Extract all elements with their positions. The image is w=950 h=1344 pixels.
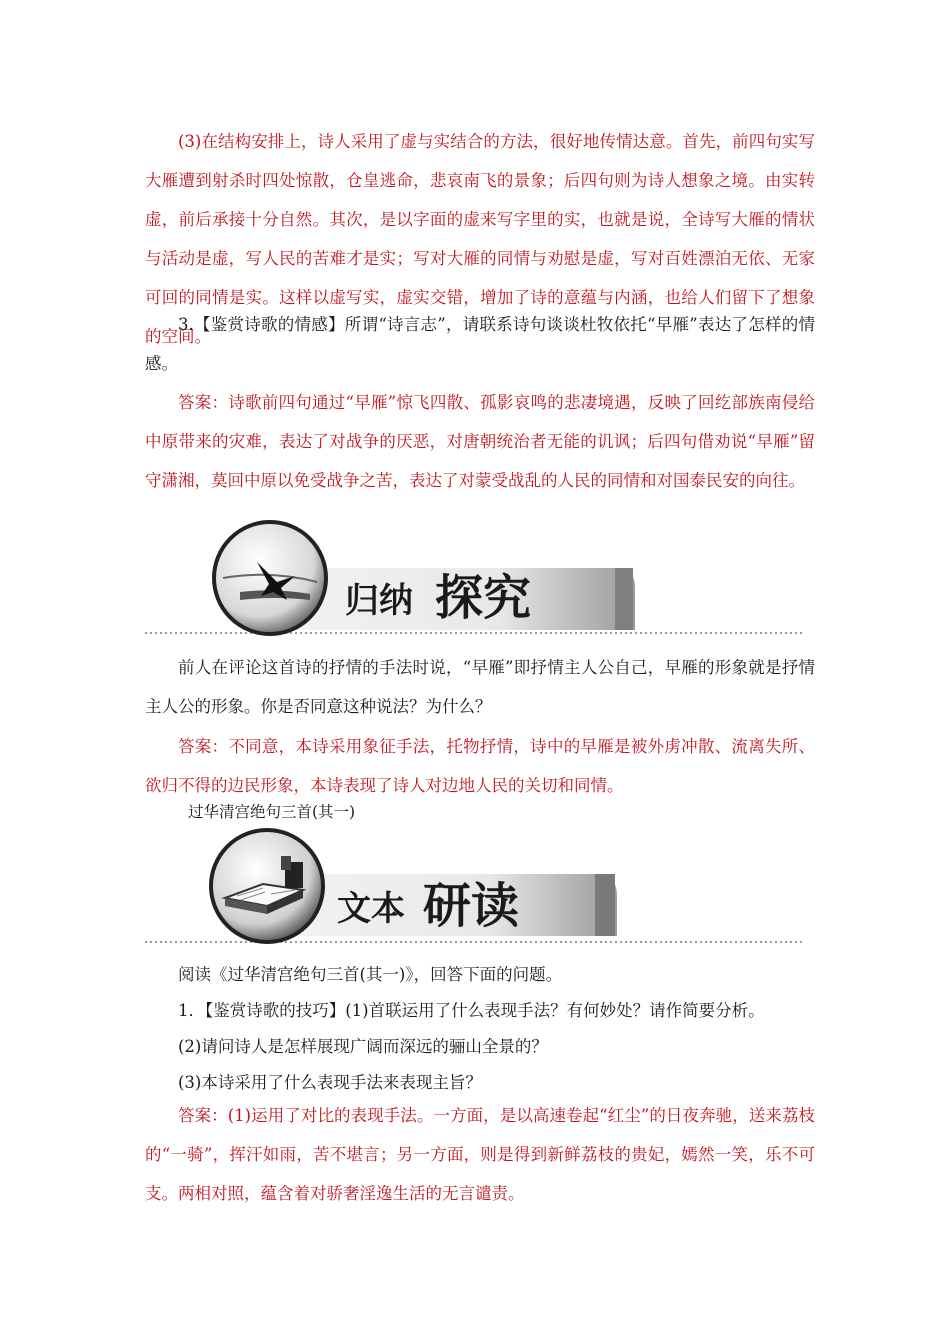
- answer-label: 答案：: [178, 393, 229, 412]
- answer-label: 答案：: [178, 1106, 228, 1125]
- question-1-3: (3)本诗采用了什么表现手法来表现主旨？: [178, 1073, 482, 1092]
- banner-text-reading: [145, 828, 805, 948]
- banner-title-a: 文本: [337, 889, 405, 929]
- inquiry-question: 前人在评论这首诗的抒情的手法时说，“早雁”即抒情主人公自己，早雁的形象就是抒情主人公的形象。你是否同意这种说法？为什么？: [145, 658, 815, 716]
- question-1-2: (2)请问诗人是怎样展现广阔而深远的骊山全景的？: [178, 1037, 548, 1056]
- answer-1: [145, 1096, 815, 1213]
- banner-title-a: 归纳: [345, 581, 413, 621]
- poem-title: 过华清宫绝句三首(其一): [188, 803, 356, 821]
- answer-3-text: 诗歌前四句通过“早雁”惊飞四散、孤影哀鸣的悲凄境遇，反映了回纥部族南侵给中原带来的灾难，表达了对战争的厌恶，对唐朝统治者无能的讥讽；后四句借劝说“早雁”留守潇湘，莫回中原以免受战争之苦，表达了对蒙受战乱的人民的同情和对国泰民安的向往。: [145, 393, 816, 490]
- answer-3: [145, 383, 815, 500]
- inquiry-answer-text: 不同意，本诗采用象征手法，托物抒情，诗中的早雁是被外虏冲散、流离失所、欲归不得的边民形象，本诗表现了诗人对边地人民的关切和同情。: [145, 737, 816, 795]
- banner-title-b: 研读: [423, 878, 520, 934]
- banner-title-b: 探究: [435, 570, 532, 626]
- banner-summary-inquiry: [145, 520, 805, 640]
- answer-label: 答案：: [178, 737, 229, 756]
- question-3: 3.【鉴赏诗歌的情感】所谓“诗言志”，请联系诗句谈谈杜牧依托“早雁”表达了怎样的情感。: [145, 315, 815, 373]
- answer-1-text: (1)运用了对比的表现手法。一方面，是以高速卷起“红尘”的日夜奔驰，送来荔枝的“一骑”，挥汗如雨，苦不堪言；另一方面，则是得到新鲜荔枝的贵妃，嫣然一笑，乐不可支。两相对照，蕴含着对骄奢淫逸生活的无言谴责。: [145, 1106, 815, 1203]
- answer-paragraph-structure: (3)在结构安排上，诗人采用了虚与实结合的方法，很好地传情达意。首先，前四句实写大雁遭到射杀时四处惊散，仓皇逃命，悲哀南飞的景象；后四句则为诗人想象之境。由实转虚，前后承接十分自然。其次，是以字面的虚来写字里的实，也就是说，全诗写大雁的情状与活动是虚，写人民的苦难才是实；写对大雁的同情与劝慰是虚，写对百姓漂泊无依、无家可回的同情是实。这样以虚写实，虚实交错，增加了诗的意蕴与内涵，也给人们留下了想象的空间。: [145, 132, 815, 346]
- reading-intro: 阅读《过华清宫绝句三首(其一)》，回答下面的问题。: [178, 965, 563, 984]
- question-1: 1．【鉴赏诗歌的技巧】(1)首联运用了什么表现手法？有何妙处？请作简要分析。: [178, 1001, 765, 1020]
